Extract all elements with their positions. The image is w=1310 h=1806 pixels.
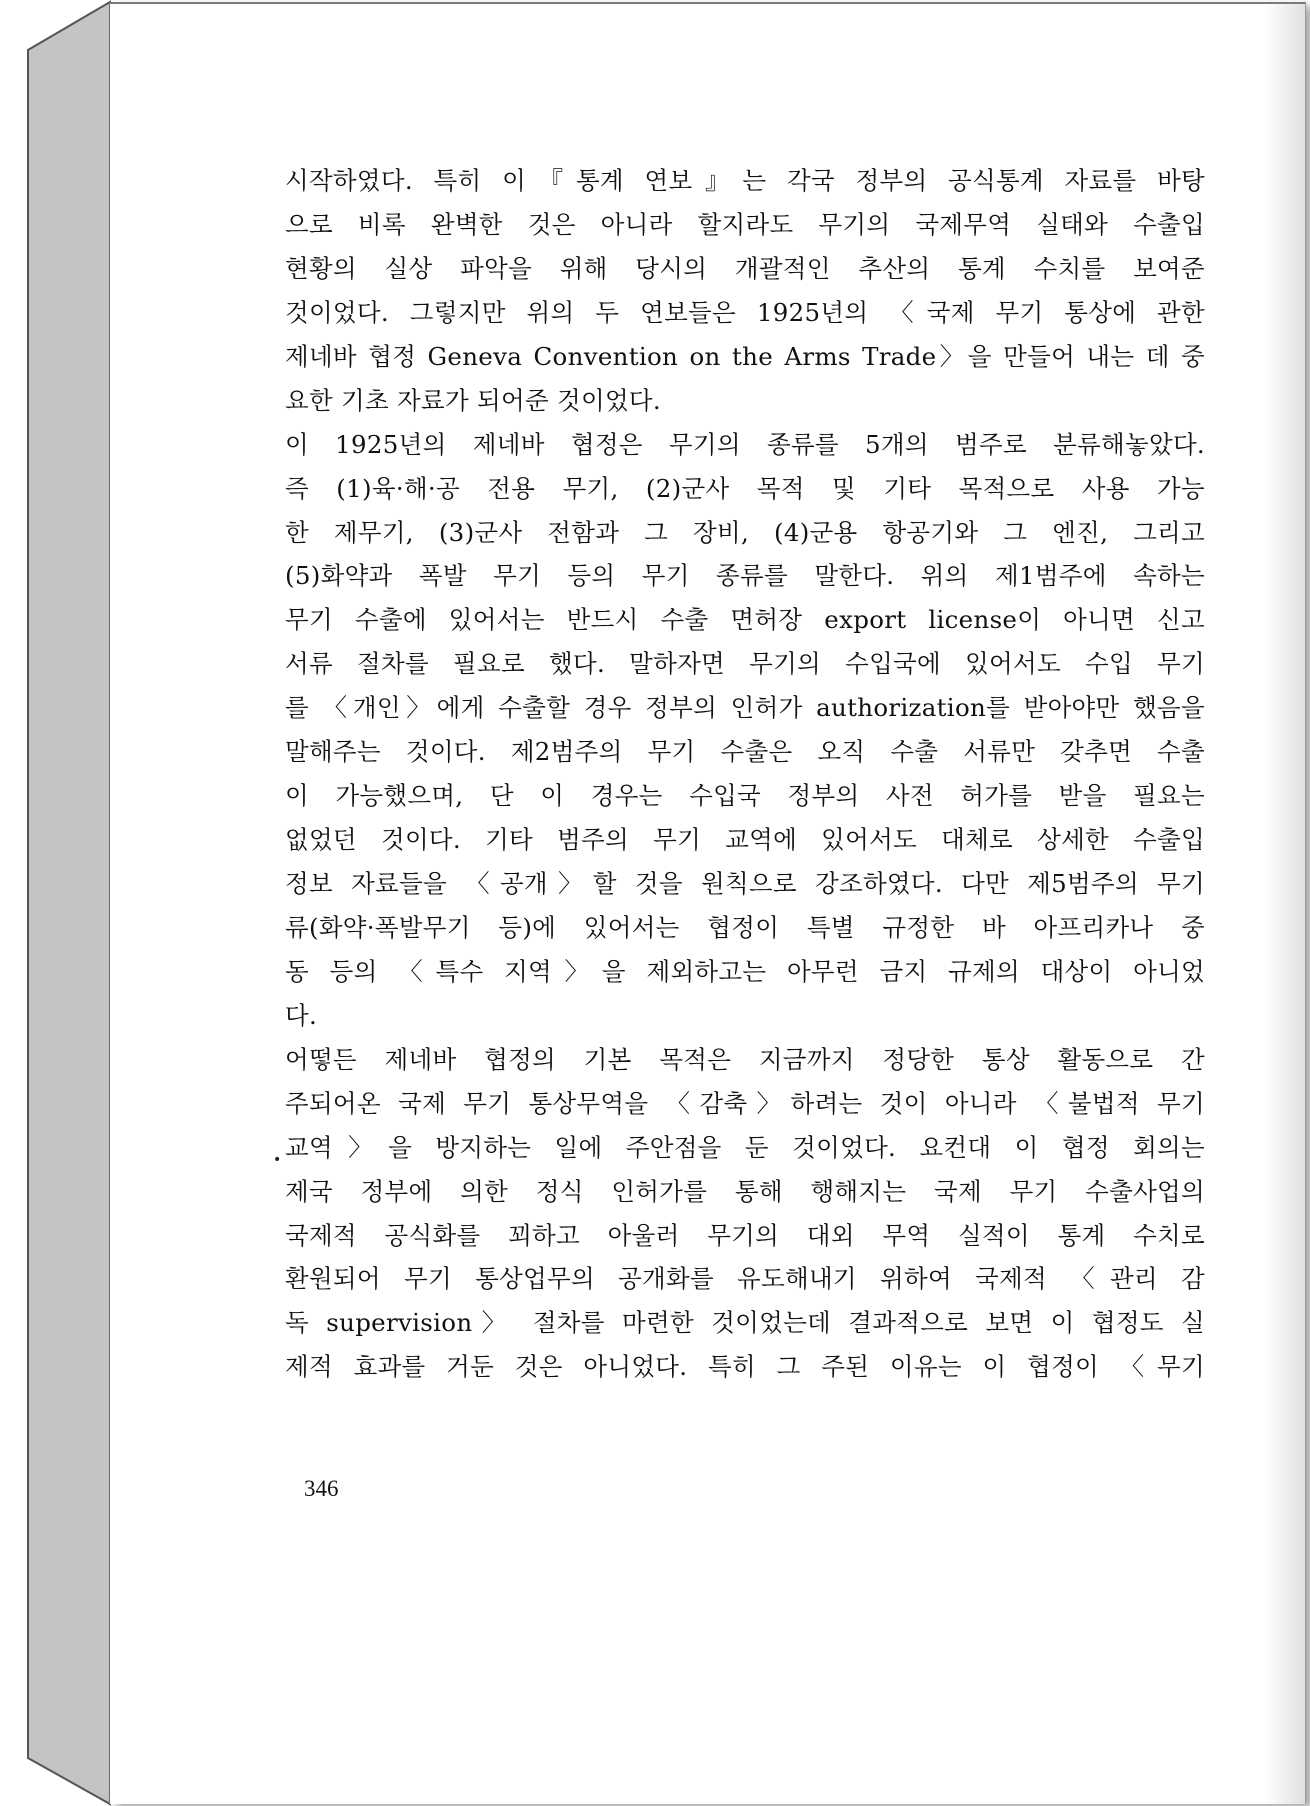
text-line: 한 제무기, (3)군사 전함과 그 장비, (4)군용 항공기와 그 엔진, 그리고 [285,517,1205,547]
text-line: 정보 자료들을 〈공개〉할 것을 원칙으로 강조하였다. 다만 제5범주의 무기 [285,869,1205,898]
text-line: 무기 수출에 있어서는 반드시 수출 면허장 export license이 아니면 신고 [285,605,1205,635]
page-number: 346 [304,1476,339,1501]
text-line: 즉 (1)육·해·공 전용 무기, (2)군사 목적 및 기타 목적으로 사용 가능 [285,473,1205,503]
text-line: 독 supervision〉 절차를 마련한 것이었는데 결과적으로 보면 이 협정도 실 [285,1308,1205,1338]
text-line: 제네바 협정 Geneva Convention on the Arms Trade〉을 만들어 내는 데 중 [285,341,1205,371]
text-line: 동 등의 〈특수 지역〉을 제외하고는 아무런 금지 규제의 대상이 아니었 [285,956,1205,986]
text-line: 현황의 실상 파악을 위해 당시의 개괄적인 추산의 통계 수치를 보여준 [285,253,1205,283]
text-line: 으로 비록 완벽한 것은 아니라 할지라도 무기의 국제무역 실태와 수출입 [285,209,1205,239]
text-line: 이 가능했으며, 단 이 경우는 수입국 정부의 사전 허가를 받을 필요는 [285,781,1205,811]
text-line: 시작하였다. 특히 이『통계 연보』는 각국 정부의 공식통계 자료를 바탕 [285,166,1205,195]
text-line: 제적 효과를 거둔 것은 아니었다. 특히 그 주된 이유는 이 협정이 〈무기 [285,1352,1205,1382]
text-line: 를 〈개인〉에게 수출할 경우 정부의 인허가 authorization를 받아야만 했음을 [285,693,1205,723]
text-line: 이 1925년의 제네바 협정은 무기의 종류를 5개의 범주로 분류해놓았다. [285,429,1205,459]
text-line: 제국 정부에 의한 정식 인허가를 통해 행해지는 국제 무기 수출사업의 [285,1176,1205,1206]
text-line: 다. [285,1000,318,1030]
body-text [285,160,1205,1390]
text-line: 국제적 공식화를 꾀하고 아울러 무기의 대외 무역 실적이 통계 수치로 [285,1220,1205,1250]
text-line: 없었던 것이다. 기타 범주의 무기 교역에 있어서도 대체로 상세한 수출입 [285,825,1205,855]
page-edge-shadow [1265,4,1305,1804]
text-line: 요한 기초 자료가 되어준 것이었다. [285,385,661,415]
text-line: 교역〉을 방지하는 일에 주안점을 둔 것이었다. 요컨대 이 협정 회의는 [285,1132,1205,1162]
text-line: 서류 절차를 필요로 했다. 말하자면 무기의 수입국에 있어서도 수입 무기 [285,649,1205,679]
text-line: 어떻든 제네바 협정의 기본 목적은 지금까지 정당한 통상 활동으로 간 [285,1044,1205,1074]
text-line: 환원되어 무기 통상업무의 공개화를 유도해내기 위하여 국제적 〈관리 감 [285,1264,1205,1294]
text-line: (5)화약과 폭발 무기 등의 무기 종류를 말한다. 위의 제1범주에 속하는 [285,561,1205,591]
scan-speck-mark: • [273,1152,282,1168]
text-line: 주되어온 국제 무기 통상무역을 〈감축〉하려는 것이 아니라 〈불법적 무기 [285,1088,1205,1118]
text-line: 것이었다. 그렇지만 위의 두 연보들은 1925년의 〈국제 무기 통상에 관한 [285,297,1205,327]
text-line: 말해주는 것이다. 제2범주의 무기 수출은 오직 수출 서류만 갖추면 수출 [285,737,1205,767]
text-line: 류(화약·폭발무기 등)에 있어서는 협정이 특별 규정한 바 아프리카나 중 [285,912,1205,942]
